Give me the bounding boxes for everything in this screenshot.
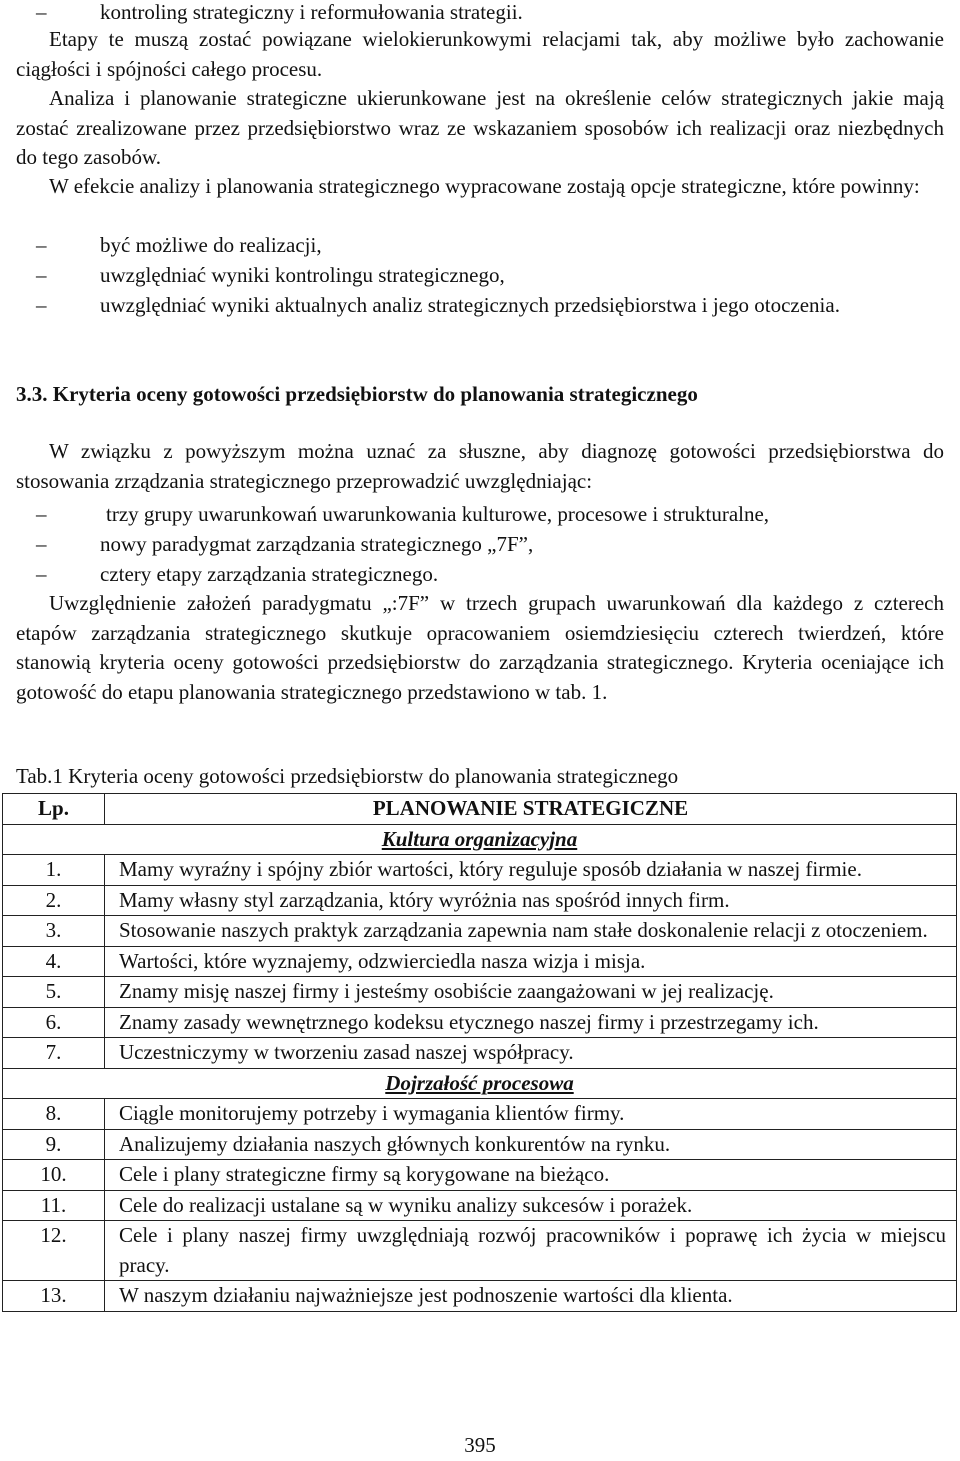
paragraph: Uwzględnienie założeń paradygmatu „:7F” w trzech grupach uwarunkowań dla każdego z czterech etapów zarządzania strategicznego skutkuje opracowaniem osiemdziesięciu czterech twierdzeń, które stanowią kryteria oceny gotowości przedsiębiorstw do zarządzania strategicznego. Kryteria oceniające ich gotowość do etapu planowania strategicznego przedstawiono w tab. 1. [16, 591, 944, 704]
row-text: Analizujemy działania naszych głównych konkurentów na rynku. [105, 1129, 957, 1160]
header-lp: Lp. [3, 794, 105, 825]
dash-marker: – [36, 263, 47, 287]
header-title: PLANOWANIE STRATEGICZNE [105, 794, 957, 825]
row-text: Ciągle monitorujemy potrzeby i wymagania klientów firmy. [105, 1099, 957, 1130]
row-number: 11. [3, 1190, 105, 1221]
page-number: 395 [464, 1433, 496, 1457]
row-number: 12. [3, 1221, 105, 1281]
bullet-text: uwzględniać wyniki aktualnych analiz strategicznych przedsiębiorstwa i jego otoczenia. [100, 293, 840, 317]
dash-marker: – [36, 293, 47, 317]
dash-marker: – [36, 233, 47, 257]
table-row [3, 1281, 957, 1312]
row-number: 7. [3, 1038, 105, 1069]
row-number: 9. [3, 1129, 105, 1160]
row-text: Cele do realizacji ustalane są w wyniku analizy sukcesów i porażek. [105, 1190, 957, 1221]
dash-marker: – [36, 502, 47, 526]
bullet-text: uwzględniać wyniki kontrolingu strategicznego, [100, 263, 505, 287]
dash-marker: – [36, 532, 47, 556]
table-row [3, 1190, 957, 1221]
row-number: 13. [3, 1281, 105, 1312]
row-text: Uczestniczymy w tworzeniu zasad naszej współpracy. [105, 1038, 957, 1069]
row-text: Stosowanie naszych praktyk zarządzania zapewnia nam stałe doskonalenie relacji z otoczeniem. [105, 916, 957, 947]
table-row [3, 1038, 957, 1069]
table-section-row [3, 1068, 957, 1099]
paragraph: Analiza i planowanie strategiczne ukierunkowane jest na określenie celów strategicznych jakie mają zostać zrealizowane przez przedsiębiorstwo wraz ze wskazaniem sposobów ich realizacji oraz niezbędnych do tego zasobów. [16, 86, 944, 169]
row-text: Mamy wyraźny i spójny zbiór wartości, który reguluje sposób działania w naszej firmie. [105, 855, 957, 886]
table-row [3, 885, 957, 916]
row-number: 2. [3, 885, 105, 916]
row-text: W naszym działaniu najważniejsze jest podnoszenie wartości dla klienta. [105, 1281, 957, 1312]
table-row [3, 1221, 957, 1281]
row-number: 8. [3, 1099, 105, 1130]
paragraph: W związku z powyższym można uznać za słuszne, aby diagnozę gotowości przedsiębiorstwa do stosowania zrządzania strategicznego przeprowadzić uwzględniając: [16, 439, 944, 493]
bullet-text: trzy grupy uwarunkowań uwarunkowania kulturowe, procesowe i strukturalne, [106, 502, 770, 526]
table-row [3, 946, 957, 977]
table-section-row [3, 824, 957, 855]
paragraph: Etapy te muszą zostać powiązane wielokierunkowymi relacjami tak, aby możliwe było zachowanie ciągłości i spójności całego procesu. [16, 27, 944, 81]
dash-marker: – [36, 0, 47, 24]
row-text: Wartości, które wyznajemy, odzwierciedla nasza wizja i misja. [105, 946, 957, 977]
table-row [3, 1007, 957, 1038]
row-number: 6. [3, 1007, 105, 1038]
row-number: 1. [3, 855, 105, 886]
bullet-text: być możliwe do realizacji, [100, 233, 322, 257]
table-row [3, 977, 957, 1008]
row-number: 3. [3, 916, 105, 947]
bullet-text: cztery etapy zarządzania strategicznego. [100, 562, 439, 586]
row-text: Znamy zasady wewnętrznego kodeksu etycznego naszej firmy i przestrzegamy ich. [105, 1007, 957, 1038]
section-heading: 3.3. Kryteria oceny gotowości przedsiębiorstw do planowania strategicznego [16, 382, 698, 406]
dash-marker: – [36, 562, 47, 586]
row-text: Cele i plany strategiczne firmy są korygowane na bieżąco. [105, 1160, 957, 1191]
section-title: Dojrzałość procesowa [3, 1068, 957, 1099]
table-row [3, 916, 957, 947]
criteria-table [2, 793, 957, 1312]
table-row [3, 1099, 957, 1130]
row-number: 4. [3, 946, 105, 977]
table-header-row [3, 794, 957, 825]
bullet-text: nowy paradygmat zarządzania strategicznego „7F”, [100, 532, 534, 556]
row-number: 10. [3, 1160, 105, 1191]
table-row [3, 855, 957, 886]
row-text: Cele i plany naszej firmy uwzględniają rozwój pracowników i poprawę ich życia w miejscu pracy. [105, 1221, 957, 1281]
table-row [3, 1129, 957, 1160]
table-caption: Tab.1 Kryteria oceny gotowości przedsiębiorstw do planowania strategicznego [16, 764, 679, 788]
table-row [3, 1160, 957, 1191]
bullet-text: kontroling strategiczny i reformułowania strategii. [100, 0, 523, 24]
row-text: Znamy misję naszej firmy i jesteśmy osobiście zaangażowani w jej realizację. [105, 977, 957, 1008]
row-number: 5. [3, 977, 105, 1008]
paragraph: W efekcie analizy i planowania strategicznego wypracowane zostają opcje strategiczne, które powinny: [49, 174, 920, 198]
row-text: Mamy własny styl zarządzania, który wyróżnia nas spośród innych firm. [105, 885, 957, 916]
section-title: Kultura organizacyjna [3, 824, 957, 855]
